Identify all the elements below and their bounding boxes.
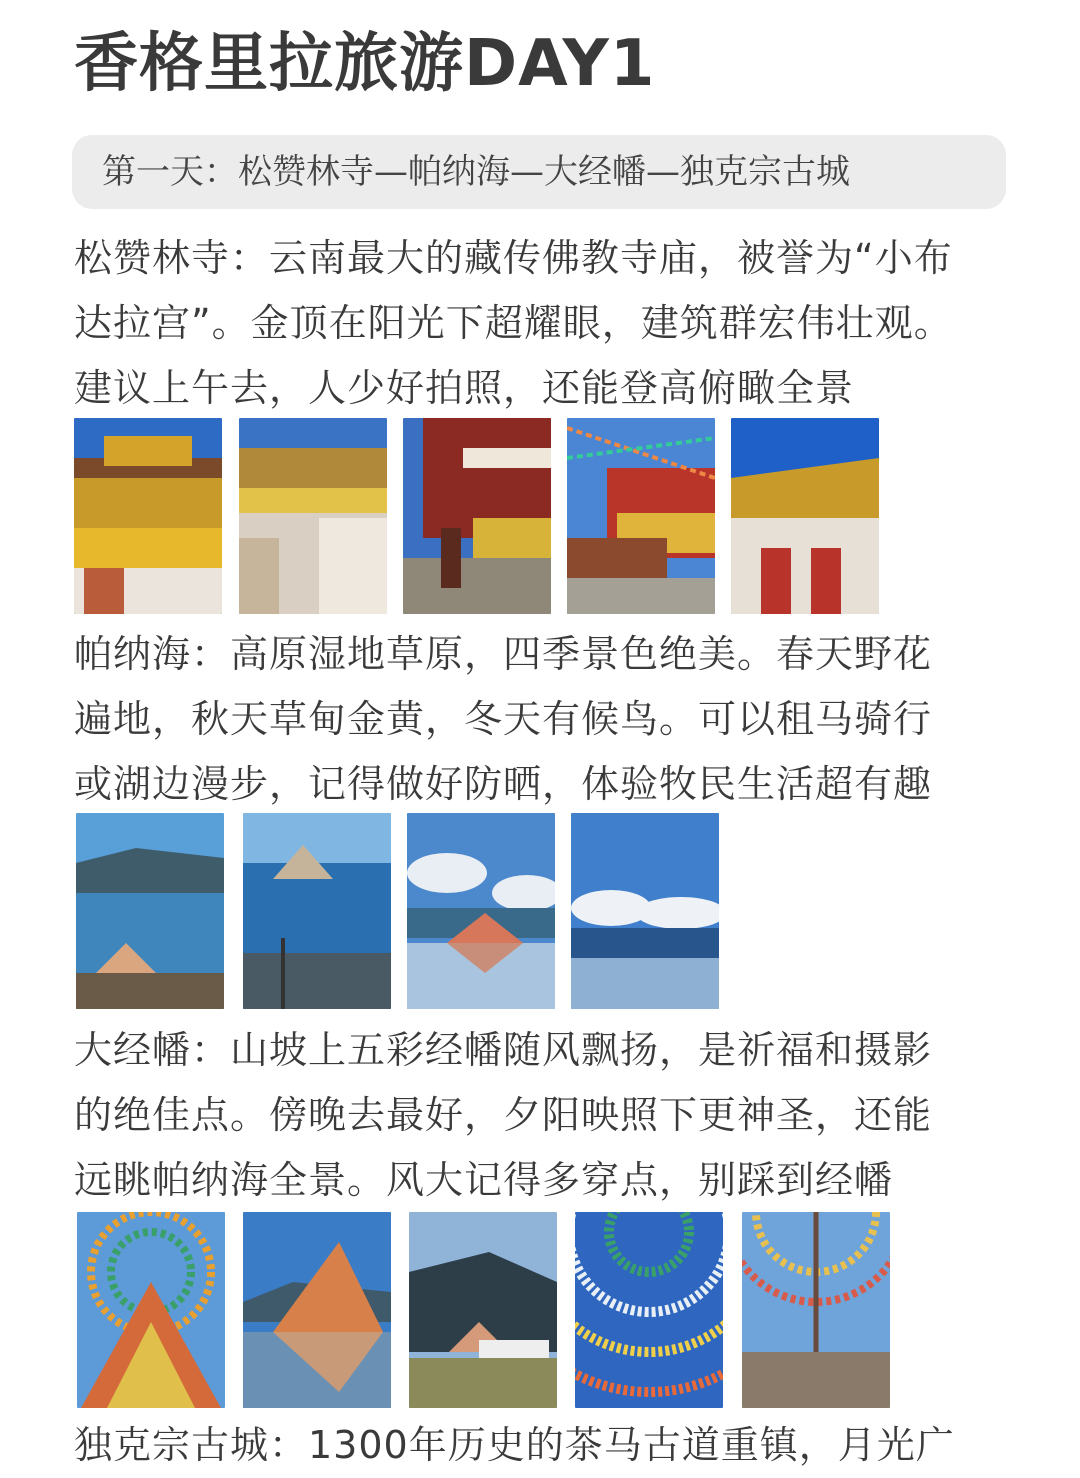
photo-prayer-flag-lake[interactable] xyxy=(243,1212,391,1408)
section-dukezong-text xyxy=(74,1413,1006,1478)
section-panahai-text xyxy=(74,622,1006,817)
route-banner: 第一天：松赞林寺—帕纳海—大经幡—独克宗古城 xyxy=(72,135,1006,209)
photo-lake-sky-clouds[interactable] xyxy=(571,813,719,1009)
text-line: 远眺帕纳海全景。风大记得多穿点，别踩到经幡 xyxy=(74,1158,894,1202)
photo-prayer-flag-pole[interactable] xyxy=(742,1212,890,1408)
photo-row-songzanlin xyxy=(0,418,1080,618)
text-line: 的绝佳点。傍晚去最好，夕阳映照下更神圣，还能 xyxy=(74,1093,933,1137)
photo-temple-gate[interactable] xyxy=(731,418,879,614)
photo-temple-hillside[interactable] xyxy=(239,418,387,614)
text-line: 大经幡：山坡上五彩经幡随风飘扬，是祈福和摄影 xyxy=(74,1028,933,1072)
text-line: 遍地，秋天草甸金黄，冬天有候鸟。可以租马骑行 xyxy=(74,697,933,741)
text-line: 松赞林寺：云南最大的藏传佛教寺庙，被誉为“小布 xyxy=(74,236,953,280)
photo-temple-prayer-flags[interactable] xyxy=(567,418,715,614)
text-line: 帕纳海：高原湿地草原，四季景色绝美。春天野花 xyxy=(74,632,933,676)
photo-lake-prayer-pyramid[interactable] xyxy=(243,813,391,1009)
photo-row-panahai xyxy=(0,813,1080,1013)
photo-prayer-flag-cone[interactable] xyxy=(77,1212,225,1408)
text-line: 建议上午去，人少好拍照，还能登高俯瞰全景 xyxy=(74,366,855,410)
section-dajingfan-text xyxy=(74,1018,1006,1213)
photo-prayer-flag-spiral[interactable] xyxy=(575,1212,723,1408)
section-songzanlin-text xyxy=(74,226,1006,421)
text-line: 达拉宫”。金顶在阳光下超耀眼，建筑群宏伟壮观。 xyxy=(74,301,953,345)
photo-temple-stairs-monk[interactable] xyxy=(403,418,551,614)
text-line: 或湖边漫步，记得做好防晒，体验牧民生活超有趣 xyxy=(74,762,933,806)
photo-lake-reflection-pyramid[interactable] xyxy=(407,813,555,1009)
photo-row-dajingfan xyxy=(0,1212,1080,1412)
photo-prayer-flag-valley[interactable] xyxy=(409,1212,557,1408)
page-title: 香格里拉旅游DAY1 xyxy=(74,27,656,101)
text-line: 独克宗古城：1300年历史的茶马古道重镇，月光广 xyxy=(74,1423,955,1467)
photo-lake-mountains[interactable] xyxy=(76,813,224,1009)
photo-temple-golden-roof[interactable] xyxy=(74,418,222,614)
